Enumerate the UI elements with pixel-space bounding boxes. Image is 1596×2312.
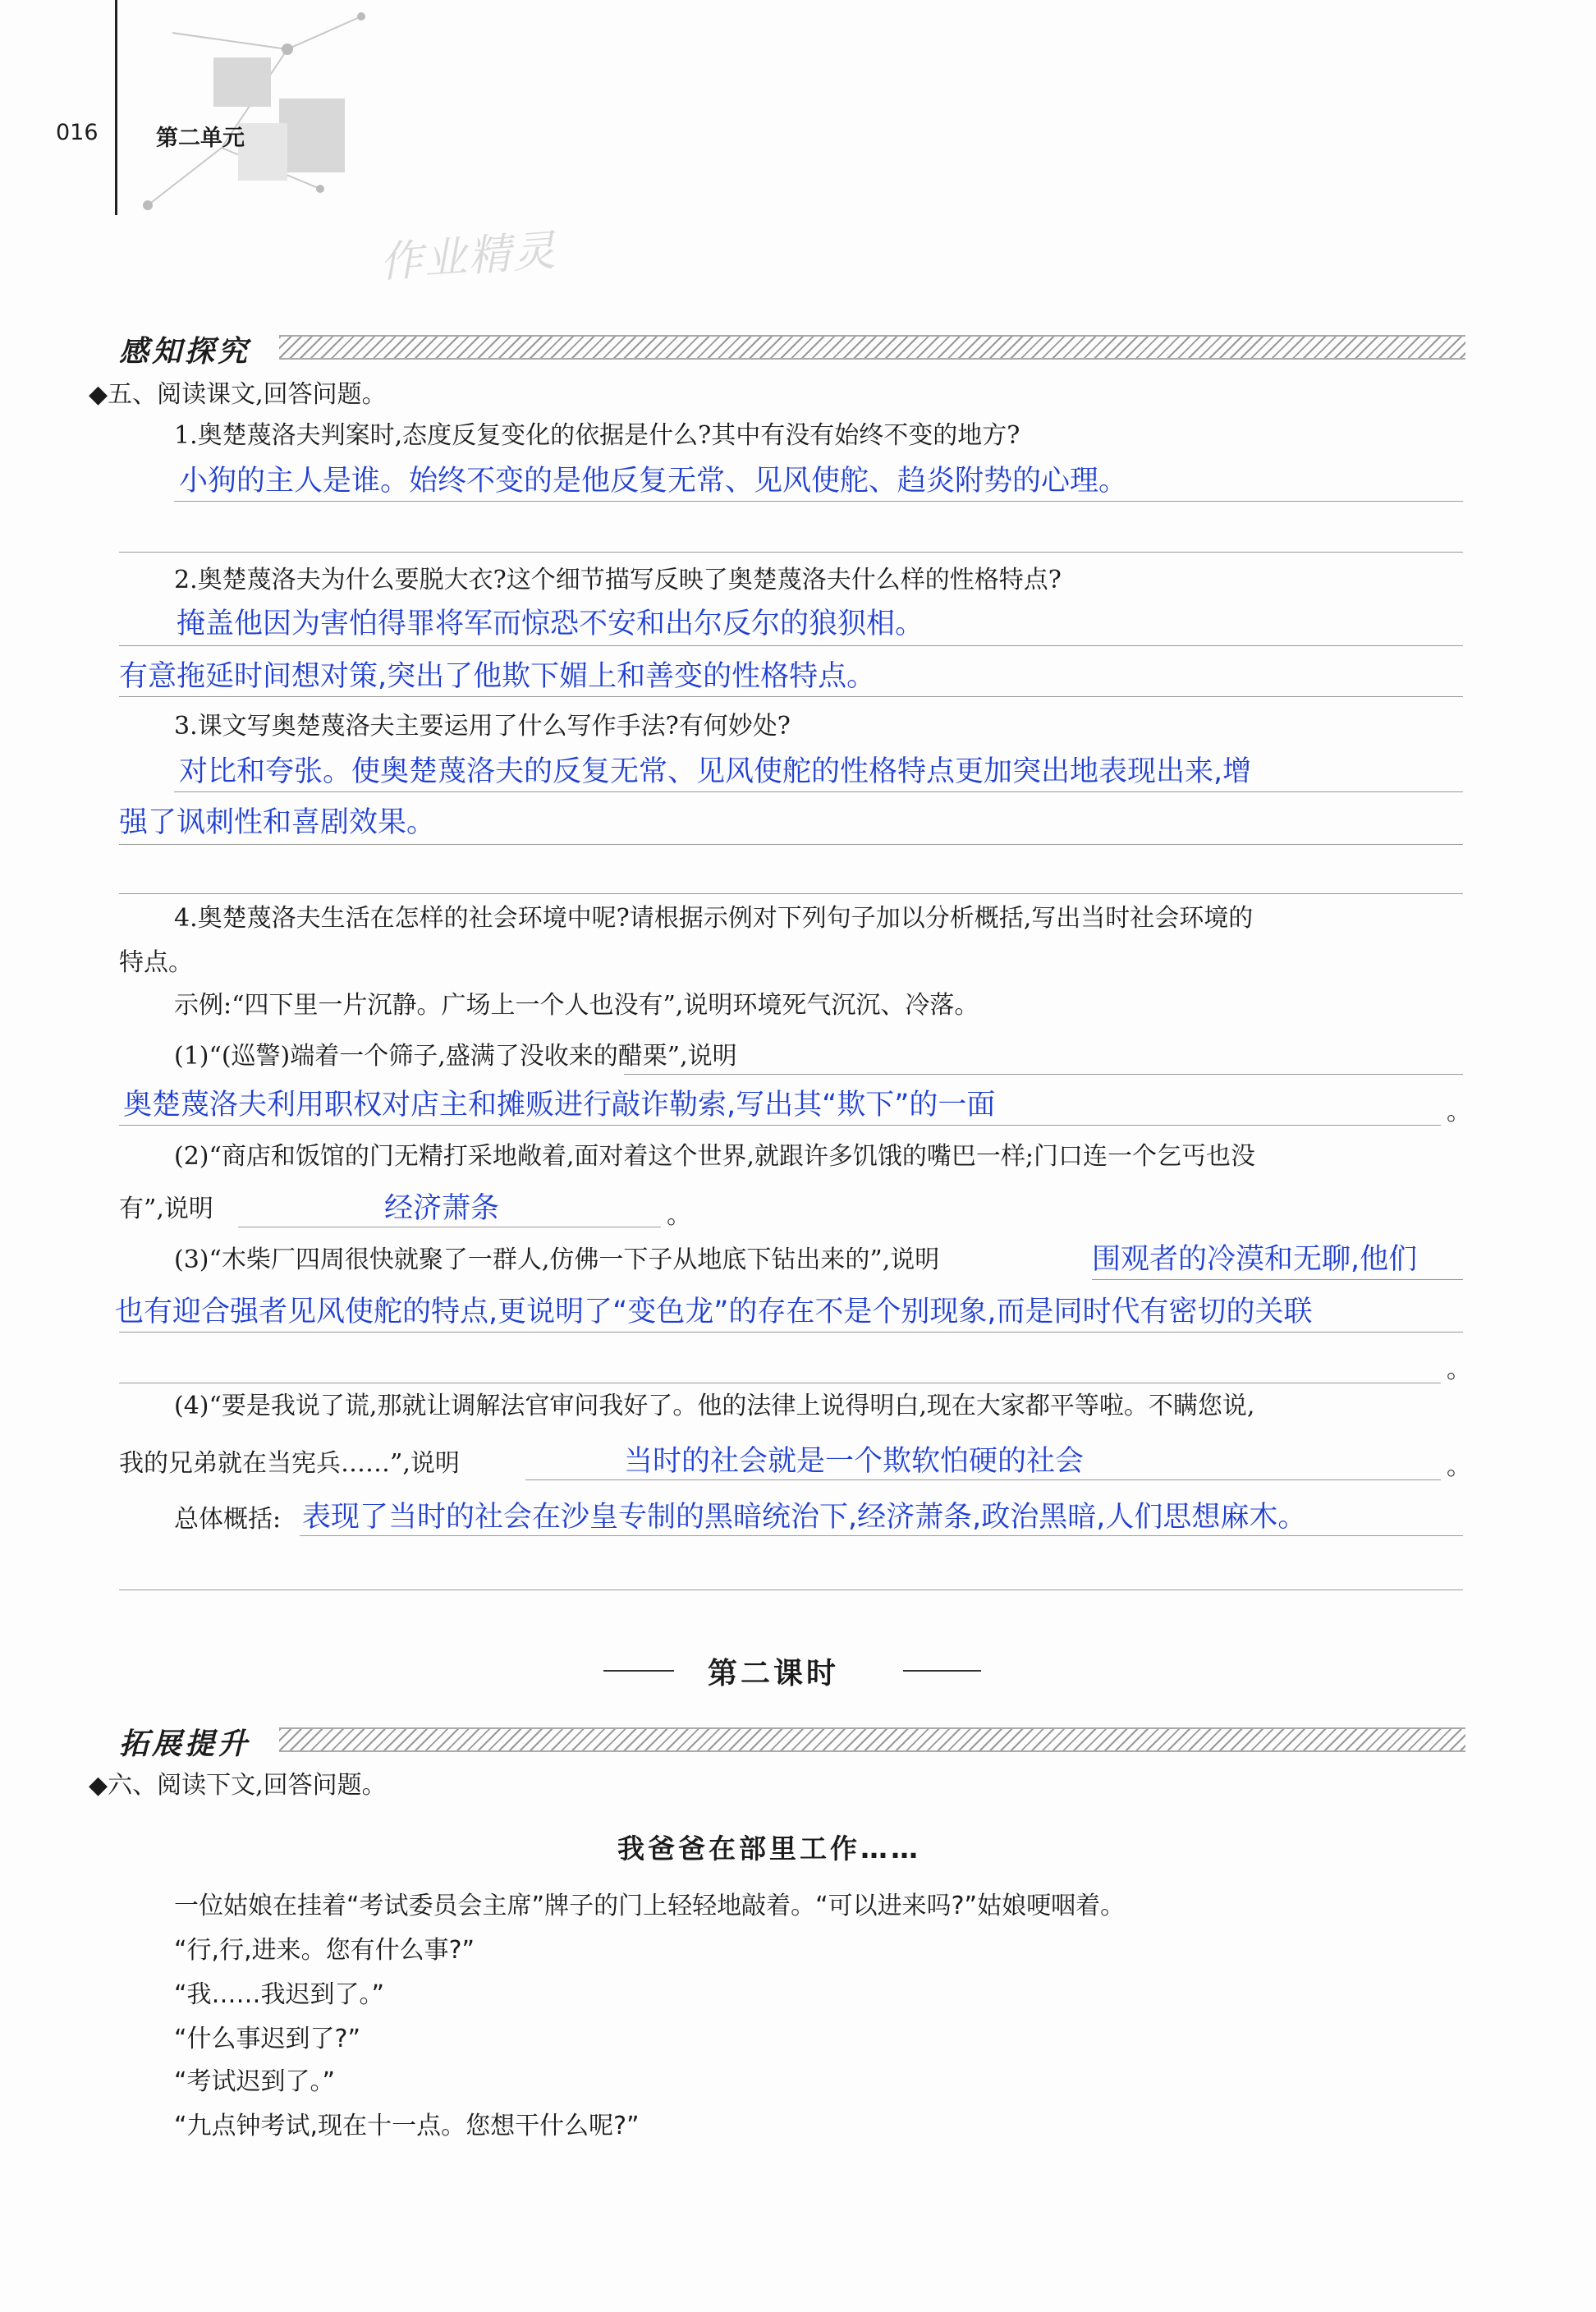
watermark: 作业精灵	[378, 226, 559, 288]
period: 。	[667, 1201, 691, 1230]
answer-3-line1: 对比和夸张。使奥楚蔑洛夫的反复无常、见风使舵的性格特点更加突出地表现出来,增	[179, 755, 1252, 788]
answer-1: 小狗的主人是谁。始终不变的是他反复无常、见风使舵、趋炎附势的心理。	[179, 465, 1128, 498]
section-hatch	[279, 1727, 1465, 1752]
answer-2-line1: 掩盖他因为害怕得罪将军而惊恐不安和出尔反尔的狼狈相。	[177, 608, 924, 640]
answer-4-1: 奥楚蔑洛夫利用职权对店主和摊贩进行敲诈勒索,写出其“欺下”的一面	[123, 1089, 996, 1122]
instruction-6: ◆六、阅读下文,回答问题。	[89, 1771, 387, 1800]
answer-line	[174, 501, 1463, 502]
answer-4-4: 当时的社会就是一个欺软怕硬的社会	[624, 1445, 1085, 1478]
answer-4-2: 经济萧条	[384, 1192, 500, 1225]
question-4-cont: 特点。	[119, 948, 193, 977]
section-title-perceive: 感知探究	[119, 334, 251, 369]
lesson-title: 第二课时	[708, 1656, 840, 1690]
section-title-extend: 拓展提升	[119, 1727, 251, 1761]
example: 示例:“四下里一片沉静。广场上一个人也没有”,说明环境死气沉沉、冷落。	[174, 991, 979, 1020]
answer-line	[525, 1479, 1441, 1480]
answer-line	[119, 1125, 1441, 1126]
answer-line	[119, 696, 1463, 697]
story-line: “考试迟到了。”	[174, 2067, 336, 2096]
ornament-right	[903, 1670, 981, 1672]
section-hatch	[279, 335, 1465, 360]
summary-label: 总体概括:	[174, 1505, 282, 1534]
sentence-2: (2)“商店和饭馆的门无精打采地敞着,面对着这个世界,就跟许多饥饿的嘴巴一样;门口连一个乞丐也没	[174, 1142, 1256, 1171]
answer-line	[174, 791, 1463, 792]
summary-answer: 表现了当时的社会在沙皇专制的黑暗统治下,经济萧条,政治黑暗,人们思想麻木。	[302, 1501, 1307, 1534]
sentence-3: (3)“木柴厂四周很快就聚了一群人,仿佛一下子从地底下钻出来的”,说明	[174, 1245, 940, 1274]
story-line: “我……我迟到了。”	[174, 1980, 385, 2009]
story-line: “九点钟考试,现在十一点。您想干什么呢?”	[174, 2112, 640, 2140]
answer-4-3-line2: 也有迎合强者见风使舵的特点,更说明了“变色龙”的存在不是个别现象,而是同时代有密切的关联	[115, 1296, 1313, 1328]
period: 。	[1447, 1098, 1471, 1126]
answer-2-line2: 有意拖延时间想对策,突出了他欺下媚上和善变的性格特点。	[119, 660, 876, 693]
header-divider	[115, 0, 117, 215]
answer-line	[119, 645, 1463, 646]
sentence-4: (4)“要是我说了谎,那就让调解法官审问我好了。他的法律上说得明白,现在大家都平等啦。不瞒您说,	[174, 1392, 1255, 1420]
page-number: 016	[56, 120, 99, 145]
question-3: 3.课文写奥楚蔑洛夫主要运用了什么写作手法?有何妙处?	[174, 712, 791, 741]
answer-line	[1092, 1279, 1463, 1280]
answer-line	[624, 1074, 1463, 1075]
answer-line	[119, 552, 1463, 553]
answer-line	[119, 844, 1463, 845]
question-4: 4.奥楚蔑洛夫生活在怎样的社会环境中呢?请根据示例对下列句子加以分析概括,写出当时社会环境的	[174, 904, 1254, 933]
period: 。	[1447, 1452, 1471, 1481]
unit-label: 第二单元	[156, 126, 245, 151]
answer-line	[119, 893, 1463, 894]
answer-line	[119, 1332, 1463, 1333]
story-line: “什么事迟到了?”	[174, 2025, 361, 2053]
story-title: 我爸爸在部里工作……	[617, 1833, 921, 1865]
answer-3-line2: 强了讽刺性和喜剧效果。	[119, 806, 436, 839]
sentence-2-cont: 有”,说明	[119, 1195, 213, 1223]
sentence-1: (1)“(巡警)端着一个筛子,盛满了没收来的醋栗”,说明	[174, 1042, 737, 1071]
question-1: 1.奥楚蔑洛夫判案时,态度反复变化的依据是什么?其中有没有始终不变的地方?	[174, 421, 1020, 450]
sentence-4-cont: 我的兄弟就在当宪兵……”,说明	[119, 1449, 460, 1478]
story-line: 一位姑娘在挂着“考试委员会主席”牌子的门上轻轻地敲着。“可以进来吗?”姑娘哽咽着。	[174, 1892, 1126, 1920]
question-2: 2.奥楚蔑洛夫为什么要脱大衣?这个细节描写反映了奥楚蔑洛夫什么样的性格特点?	[174, 566, 1062, 594]
instruction-5: ◆五、阅读课文,回答问题。	[89, 380, 387, 409]
ornament-left	[603, 1670, 674, 1672]
period: 。	[1447, 1356, 1471, 1384]
answer-4-3-line1: 围观者的冷漠和无聊,他们	[1092, 1243, 1418, 1276]
story-line: “行,行,进来。您有什么事?”	[174, 1936, 475, 1965]
answer-line	[300, 1535, 1463, 1536]
